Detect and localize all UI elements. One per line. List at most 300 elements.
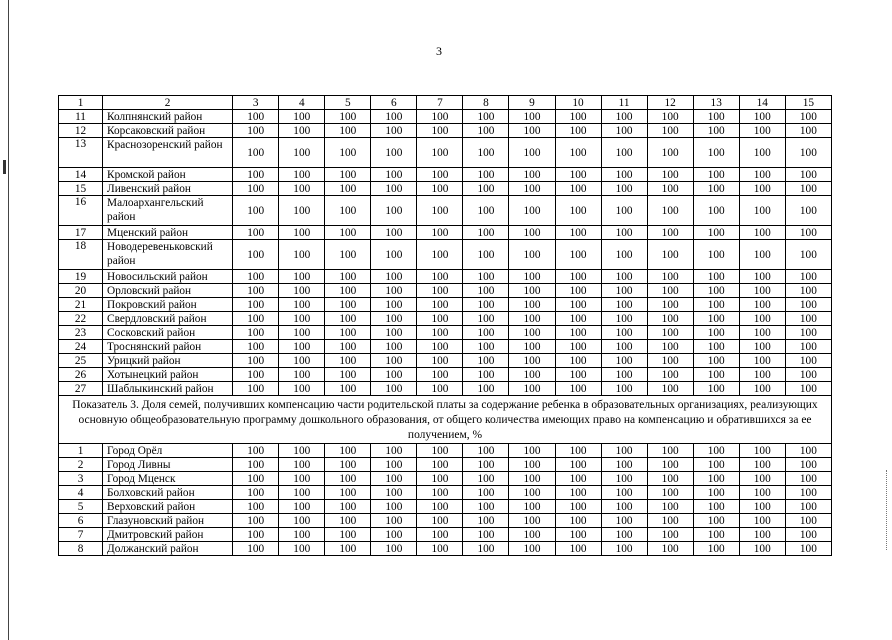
value-cell: 100	[601, 444, 647, 458]
value-cell: 100	[417, 486, 463, 500]
value-cell: 100	[647, 168, 693, 182]
value-cell: 100	[509, 138, 555, 168]
value-cell: 100	[509, 340, 555, 354]
row-number: 23	[59, 326, 103, 340]
value-cell: 100	[417, 312, 463, 326]
value-cell: 100	[463, 240, 509, 270]
value-cell: 100	[325, 326, 371, 340]
value-cell: 100	[233, 326, 279, 340]
value-cell: 100	[601, 458, 647, 472]
value-cell: 100	[417, 110, 463, 124]
column-header: 3	[233, 96, 279, 110]
value-cell: 100	[601, 486, 647, 500]
value-cell: 100	[371, 382, 417, 396]
value-cell: 100	[555, 110, 601, 124]
value-cell: 100	[417, 340, 463, 354]
value-cell: 100	[601, 354, 647, 368]
district-name: Мценский район	[103, 226, 233, 240]
table-row	[59, 514, 832, 528]
value-cell: 100	[509, 226, 555, 240]
value-cell: 100	[233, 284, 279, 298]
value-cell: 100	[417, 326, 463, 340]
value-cell: 100	[601, 472, 647, 486]
value-cell: 100	[647, 458, 693, 472]
value-cell: 100	[785, 124, 831, 138]
value-cell: 100	[785, 444, 831, 458]
value-cell: 100	[325, 298, 371, 312]
value-cell: 100	[647, 182, 693, 196]
district-name: Троснянский район	[103, 340, 233, 354]
value-cell: 100	[279, 458, 325, 472]
row-number: 20	[59, 284, 103, 298]
value-cell: 100	[371, 312, 417, 326]
value-cell: 100	[739, 444, 785, 458]
value-cell: 100	[325, 444, 371, 458]
value-cell: 100	[693, 168, 739, 182]
value-cell: 100	[601, 270, 647, 284]
value-cell: 100	[509, 284, 555, 298]
value-cell: 100	[555, 138, 601, 168]
value-cell: 100	[785, 514, 831, 528]
value-cell: 100	[647, 500, 693, 514]
value-cell: 100	[555, 486, 601, 500]
value-cell: 100	[739, 368, 785, 382]
value-cell: 100	[785, 240, 831, 270]
value-cell: 100	[647, 124, 693, 138]
row-number: 19	[59, 270, 103, 284]
value-cell: 100	[325, 312, 371, 326]
column-header: 5	[325, 96, 371, 110]
district-name: Верховский район	[103, 500, 233, 514]
value-cell: 100	[463, 168, 509, 182]
value-cell: 100	[279, 124, 325, 138]
value-cell: 100	[417, 472, 463, 486]
value-cell: 100	[509, 168, 555, 182]
row-number: 24	[59, 340, 103, 354]
value-cell: 100	[463, 542, 509, 556]
value-cell: 100	[279, 168, 325, 182]
value-cell: 100	[647, 196, 693, 226]
value-cell: 100	[601, 110, 647, 124]
value-cell: 100	[555, 226, 601, 240]
table-row	[59, 240, 832, 270]
value-cell: 100	[601, 168, 647, 182]
value-cell: 100	[647, 298, 693, 312]
value-cell: 100	[555, 312, 601, 326]
table-row	[59, 312, 832, 326]
value-cell: 100	[693, 182, 739, 196]
value-cell: 100	[233, 444, 279, 458]
value-cell: 100	[509, 444, 555, 458]
value-cell: 100	[371, 284, 417, 298]
value-cell: 100	[463, 500, 509, 514]
value-cell: 100	[647, 542, 693, 556]
value-cell: 100	[509, 240, 555, 270]
value-cell: 100	[693, 124, 739, 138]
value-cell: 100	[417, 458, 463, 472]
value-cell: 100	[601, 196, 647, 226]
value-cell: 100	[233, 312, 279, 326]
value-cell: 100	[279, 368, 325, 382]
value-cell: 100	[785, 168, 831, 182]
district-name: Новодеревеньковский район	[103, 240, 233, 270]
value-cell: 100	[555, 124, 601, 138]
district-name: Покровский район	[103, 298, 233, 312]
district-name: Ливенский район	[103, 182, 233, 196]
value-cell: 100	[509, 270, 555, 284]
value-cell: 100	[509, 196, 555, 226]
value-cell: 100	[785, 382, 831, 396]
value-cell: 100	[555, 444, 601, 458]
table-row	[59, 168, 832, 182]
value-cell: 100	[601, 500, 647, 514]
value-cell: 100	[463, 110, 509, 124]
value-cell: 100	[371, 326, 417, 340]
value-cell: 100	[601, 382, 647, 396]
value-cell: 100	[785, 270, 831, 284]
value-cell: 100	[785, 368, 831, 382]
value-cell: 100	[463, 226, 509, 240]
value-cell: 100	[601, 138, 647, 168]
value-cell: 100	[785, 500, 831, 514]
value-cell: 100	[463, 528, 509, 542]
value-cell: 100	[693, 472, 739, 486]
value-cell: 100	[325, 340, 371, 354]
section-row	[59, 396, 832, 444]
value-cell: 100	[417, 284, 463, 298]
value-cell: 100	[555, 340, 601, 354]
value-cell: 100	[233, 542, 279, 556]
table-row	[59, 138, 832, 168]
table-row	[59, 472, 832, 486]
table-header-row	[59, 96, 832, 110]
value-cell: 100	[509, 326, 555, 340]
value-cell: 100	[325, 354, 371, 368]
row-number: 1	[59, 444, 103, 458]
row-number: 27	[59, 382, 103, 396]
value-cell: 100	[693, 354, 739, 368]
table-row	[59, 382, 832, 396]
value-cell: 100	[647, 240, 693, 270]
value-cell: 100	[647, 528, 693, 542]
value-cell: 100	[463, 472, 509, 486]
value-cell: 100	[279, 138, 325, 168]
value-cell: 100	[279, 444, 325, 458]
value-cell: 100	[693, 312, 739, 326]
value-cell: 100	[693, 458, 739, 472]
value-cell: 100	[417, 168, 463, 182]
value-cell: 100	[463, 312, 509, 326]
value-cell: 100	[325, 486, 371, 500]
table-row	[59, 182, 832, 196]
value-cell: 100	[509, 486, 555, 500]
value-cell: 100	[739, 298, 785, 312]
value-cell: 100	[463, 486, 509, 500]
value-cell: 100	[417, 270, 463, 284]
scan-artifact	[886, 470, 889, 550]
value-cell: 100	[371, 542, 417, 556]
value-cell: 100	[509, 124, 555, 138]
value-cell: 100	[785, 226, 831, 240]
row-number: 3	[59, 472, 103, 486]
value-cell: 100	[279, 486, 325, 500]
table-row	[59, 124, 832, 138]
section-title: Показатель 3. Доля семей, получивших компенсацию части родительской платы за содержание ребенка в образовательных организациях, реализующих основную общеобразовательную программу дошкольного образования, от общего количества имеющих право на компенсацию и обратившихся за ее получением, %	[59, 396, 832, 444]
value-cell: 100	[647, 444, 693, 458]
value-cell: 100	[417, 354, 463, 368]
column-header: 10	[555, 96, 601, 110]
binding-mark	[3, 160, 6, 174]
value-cell: 100	[693, 138, 739, 168]
district-name: Свердловский район	[103, 312, 233, 326]
value-cell: 100	[693, 528, 739, 542]
value-cell: 100	[325, 196, 371, 226]
value-cell: 100	[417, 124, 463, 138]
row-number: 2	[59, 458, 103, 472]
value-cell: 100	[371, 138, 417, 168]
table-row	[59, 226, 832, 240]
value-cell: 100	[279, 182, 325, 196]
value-cell: 100	[601, 298, 647, 312]
value-cell: 100	[555, 182, 601, 196]
column-header: 11	[601, 96, 647, 110]
value-cell: 100	[279, 312, 325, 326]
value-cell: 100	[509, 528, 555, 542]
value-cell: 100	[417, 182, 463, 196]
value-cell: 100	[463, 138, 509, 168]
value-cell: 100	[463, 354, 509, 368]
value-cell: 100	[785, 326, 831, 340]
value-cell: 100	[739, 168, 785, 182]
value-cell: 100	[233, 500, 279, 514]
value-cell: 100	[371, 514, 417, 528]
row-number: 6	[59, 514, 103, 528]
value-cell: 100	[279, 270, 325, 284]
value-cell: 100	[371, 110, 417, 124]
value-cell: 100	[509, 298, 555, 312]
value-cell: 100	[647, 354, 693, 368]
value-cell: 100	[325, 168, 371, 182]
value-cell: 100	[601, 124, 647, 138]
column-header: 2	[103, 96, 233, 110]
table-row	[59, 354, 832, 368]
value-cell: 100	[739, 240, 785, 270]
value-cell: 100	[463, 382, 509, 396]
page-edge-line	[8, 0, 9, 640]
value-cell: 100	[233, 528, 279, 542]
value-cell: 100	[463, 514, 509, 528]
district-name: Новосильский район	[103, 270, 233, 284]
value-cell: 100	[233, 110, 279, 124]
table-row	[59, 340, 832, 354]
value-cell: 100	[693, 240, 739, 270]
value-cell: 100	[325, 500, 371, 514]
value-cell: 100	[509, 110, 555, 124]
value-cell: 100	[325, 458, 371, 472]
value-cell: 100	[417, 528, 463, 542]
value-cell: 100	[417, 196, 463, 226]
value-cell: 100	[785, 486, 831, 500]
table-row	[59, 542, 832, 556]
value-cell: 100	[693, 298, 739, 312]
value-cell: 100	[739, 182, 785, 196]
value-cell: 100	[601, 340, 647, 354]
table-row	[59, 458, 832, 472]
row-number: 22	[59, 312, 103, 326]
value-cell: 100	[601, 542, 647, 556]
value-cell: 100	[739, 486, 785, 500]
row-number: 21	[59, 298, 103, 312]
row-number: 17	[59, 226, 103, 240]
value-cell: 100	[233, 124, 279, 138]
value-cell: 100	[647, 312, 693, 326]
value-cell: 100	[417, 240, 463, 270]
value-cell: 100	[371, 368, 417, 382]
value-cell: 100	[325, 472, 371, 486]
value-cell: 100	[555, 542, 601, 556]
value-cell: 100	[371, 458, 417, 472]
table-row	[59, 528, 832, 542]
value-cell: 100	[233, 168, 279, 182]
row-number: 18	[59, 240, 103, 270]
table-body	[59, 96, 832, 556]
value-cell: 100	[601, 326, 647, 340]
value-cell: 100	[601, 368, 647, 382]
value-cell: 100	[279, 382, 325, 396]
row-number: 13	[59, 138, 103, 168]
value-cell: 100	[693, 514, 739, 528]
value-cell: 100	[647, 368, 693, 382]
value-cell: 100	[739, 340, 785, 354]
value-cell: 100	[325, 240, 371, 270]
district-name: Корсаковский район	[103, 124, 233, 138]
value-cell: 100	[509, 500, 555, 514]
indicator-table	[58, 95, 832, 556]
value-cell: 100	[463, 298, 509, 312]
value-cell: 100	[739, 354, 785, 368]
value-cell: 100	[279, 226, 325, 240]
value-cell: 100	[417, 542, 463, 556]
value-cell: 100	[325, 226, 371, 240]
value-cell: 100	[785, 312, 831, 326]
value-cell: 100	[279, 110, 325, 124]
value-cell: 100	[693, 340, 739, 354]
district-name: Должанский район	[103, 542, 233, 556]
district-name: Малоархангельский район	[103, 196, 233, 226]
value-cell: 100	[233, 368, 279, 382]
value-cell: 100	[463, 340, 509, 354]
row-number: 26	[59, 368, 103, 382]
value-cell: 100	[325, 182, 371, 196]
value-cell: 100	[325, 284, 371, 298]
row-number: 12	[59, 124, 103, 138]
value-cell: 100	[325, 368, 371, 382]
value-cell: 100	[417, 226, 463, 240]
value-cell: 100	[647, 472, 693, 486]
value-cell: 100	[739, 458, 785, 472]
value-cell: 100	[555, 284, 601, 298]
value-cell: 100	[785, 196, 831, 226]
value-cell: 100	[739, 382, 785, 396]
value-cell: 100	[279, 500, 325, 514]
value-cell: 100	[693, 326, 739, 340]
value-cell: 100	[693, 444, 739, 458]
row-number: 16	[59, 196, 103, 226]
value-cell: 100	[785, 354, 831, 368]
value-cell: 100	[325, 110, 371, 124]
column-header: 15	[785, 96, 831, 110]
value-cell: 100	[463, 196, 509, 226]
value-cell: 100	[647, 340, 693, 354]
value-cell: 100	[279, 284, 325, 298]
value-cell: 100	[325, 124, 371, 138]
value-cell: 100	[739, 110, 785, 124]
value-cell: 100	[555, 472, 601, 486]
value-cell: 100	[785, 472, 831, 486]
value-cell: 100	[785, 340, 831, 354]
value-cell: 100	[279, 196, 325, 226]
table-row	[59, 270, 832, 284]
value-cell: 100	[463, 326, 509, 340]
value-cell: 100	[739, 514, 785, 528]
value-cell: 100	[371, 340, 417, 354]
value-cell: 100	[325, 528, 371, 542]
value-cell: 100	[509, 312, 555, 326]
value-cell: 100	[417, 382, 463, 396]
district-name: Город Мценск	[103, 472, 233, 486]
district-name: Хотынецкий район	[103, 368, 233, 382]
value-cell: 100	[739, 226, 785, 240]
value-cell: 100	[647, 326, 693, 340]
value-cell: 100	[279, 528, 325, 542]
value-cell: 100	[647, 138, 693, 168]
value-cell: 100	[325, 542, 371, 556]
column-header: 1	[59, 96, 103, 110]
table-row	[59, 110, 832, 124]
value-cell: 100	[647, 284, 693, 298]
value-cell: 100	[693, 270, 739, 284]
value-cell: 100	[601, 312, 647, 326]
value-cell: 100	[509, 458, 555, 472]
value-cell: 100	[785, 458, 831, 472]
value-cell: 100	[463, 124, 509, 138]
value-cell: 100	[233, 270, 279, 284]
column-header: 14	[739, 96, 785, 110]
value-cell: 100	[555, 298, 601, 312]
district-name: Дмитровский район	[103, 528, 233, 542]
value-cell: 100	[279, 472, 325, 486]
value-cell: 100	[555, 326, 601, 340]
value-cell: 100	[371, 486, 417, 500]
value-cell: 100	[739, 326, 785, 340]
value-cell: 100	[647, 270, 693, 284]
row-number: 11	[59, 110, 103, 124]
table-row	[59, 486, 832, 500]
row-number: 15	[59, 182, 103, 196]
district-name: Кромской район	[103, 168, 233, 182]
value-cell: 100	[693, 110, 739, 124]
value-cell: 100	[601, 240, 647, 270]
value-cell: 100	[233, 458, 279, 472]
value-cell: 100	[739, 528, 785, 542]
value-cell: 100	[279, 542, 325, 556]
value-cell: 100	[233, 486, 279, 500]
value-cell: 100	[555, 368, 601, 382]
value-cell: 100	[555, 500, 601, 514]
value-cell: 100	[509, 542, 555, 556]
value-cell: 100	[417, 444, 463, 458]
page-number: 3	[436, 44, 442, 58]
